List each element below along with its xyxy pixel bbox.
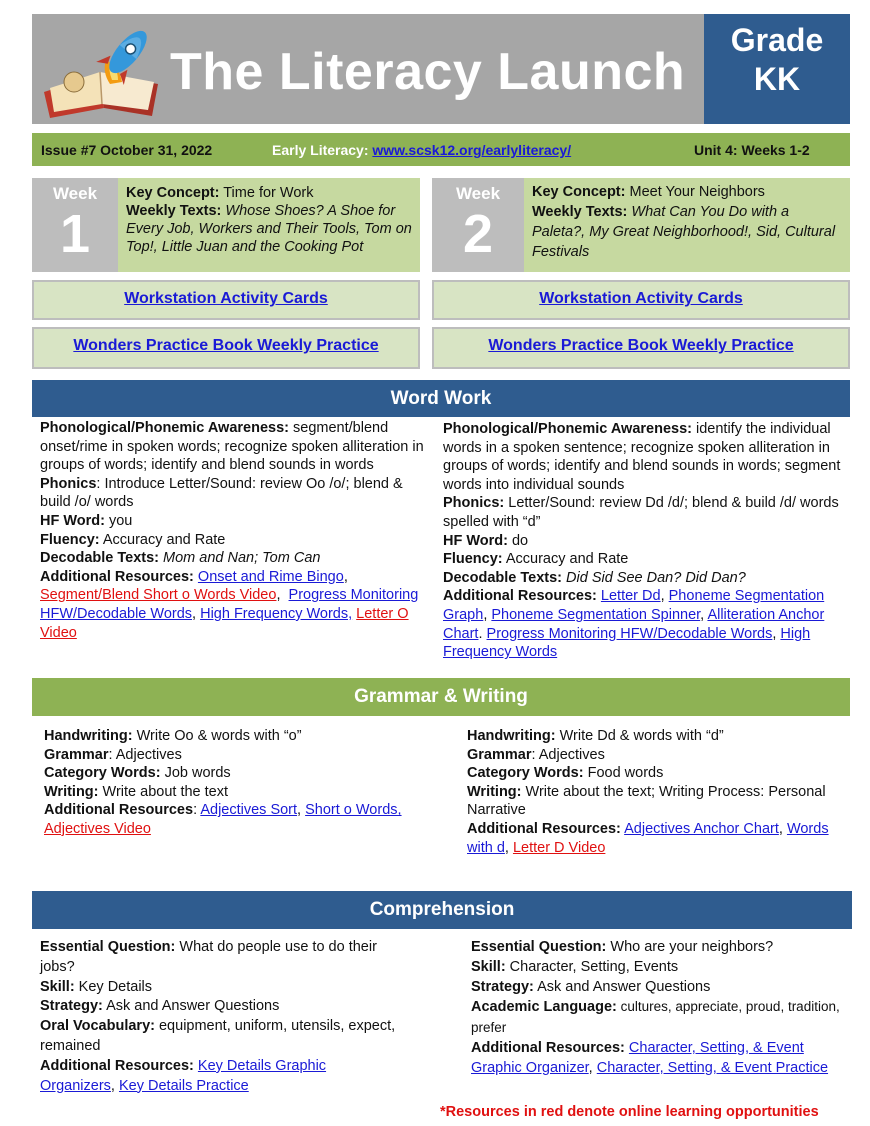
word-work-left: Phonological/Phonemic Awareness: segment/blend onset/rime in spoken words; recognize spoken alliteration in groups of words; identify and blend sounds in words Phonics: Introduce Letter/Sound: review Oo /o/; blend & build /o/ words HF Word: you Fluency: Accuracy and Rate Decodable Texts: Mom and Nan; Tom Can Additional Resources: Onset and Rime Bingo, Segment/Blend Short o Words Video, Progress Monitoring HFW/Decodable Words, High Frequency Words, Letter O Video	[40, 420, 424, 641]
grammar-text: : Adjectives	[108, 746, 182, 763]
word-work-heading: Word Work	[32, 380, 850, 417]
grammar-label: Grammar	[44, 746, 109, 763]
practice-book-box-2	[432, 327, 850, 369]
decodable-text: Mom and Nan; Tom Can	[159, 550, 321, 567]
resource-link[interactable]: High Frequency Words,	[200, 605, 353, 622]
resource-link[interactable]: Phoneme Segmentation Graph	[443, 588, 825, 623]
key-concept: Meet Your Neighbors	[625, 184, 765, 200]
workstation-cards-box-1	[32, 280, 420, 320]
phonics-text: Letter/Sound: review Dd /d/; blend & build /d/ words spelled with “d”	[443, 495, 839, 530]
workstation-cards-link[interactable]: Workstation Activity Cards	[539, 290, 743, 307]
key-concept-label: Key Concept:	[126, 185, 220, 201]
week-2-tab	[432, 178, 524, 272]
footnote: *Resources in red denote online learning opportunities	[440, 1104, 819, 1120]
decodable-text: Did Sid See Dan? Did Dan?	[562, 569, 746, 586]
practice-book-box-1	[32, 327, 420, 369]
writing-label: Writing:	[467, 783, 522, 800]
academic-language-label: Academic Language:	[471, 999, 617, 1016]
resource-link[interactable]: Short o Words,	[305, 802, 402, 819]
practice-book-link[interactable]: Wonders Practice Book Weekly Practice	[488, 337, 794, 354]
strategy-label: Strategy:	[40, 998, 103, 1015]
academic-language-text: cultures, appreciate, proud, tradition, prefer	[471, 999, 840, 1036]
category-label: Category Words:	[467, 765, 584, 782]
writing-text: Write about the text	[98, 783, 228, 800]
resource-link[interactable]: Letter O Video	[40, 605, 409, 641]
resource-link[interactable]: Character, Setting, & Event Graphic Organizer	[471, 1039, 804, 1076]
resource-link[interactable]: Adjectives Anchor Chart	[624, 820, 779, 837]
strategy-text: Ask and Answer Questions	[533, 978, 711, 995]
workstation-cards-link[interactable]: Workstation Activity Cards	[124, 290, 328, 307]
weekly-texts-label: Weekly Texts:	[532, 204, 628, 220]
unit-label: Unit 4: Weeks 1-2	[694, 142, 810, 158]
resource-link[interactable]: Adjectives Sort	[200, 802, 298, 819]
handwriting-label: Handwriting:	[467, 728, 556, 744]
resource-link[interactable]: Progress Monitoring HFW/Decodable Words	[486, 625, 773, 642]
hf-label: HF Word:	[443, 532, 508, 549]
week-1-info	[118, 178, 420, 272]
fluency-label: Fluency:	[443, 551, 503, 568]
decodable-label: Decodable Texts:	[40, 550, 159, 567]
eq-label: Essential Question:	[471, 939, 607, 955]
handwriting-text: Write Dd & words with “d”	[555, 728, 724, 744]
eq-text: Who are your neighbors?	[606, 939, 774, 955]
strategy-label: Strategy:	[471, 978, 534, 995]
phonics-text: : Introduce Letter/Sound: review Oo /o/; blend & build /o/ words	[40, 475, 403, 511]
weekly-texts: Whose Shoes? A Shoe for Every Job, Workers and Their Tools, Tom on Top!, Little Juan and the Cooking Pot	[126, 203, 412, 255]
phonics-label: Phonics:	[443, 495, 505, 512]
handwriting-label: Handwriting:	[44, 728, 133, 744]
week-1-number: 1	[59, 204, 91, 264]
comprehension-heading: Comprehension	[32, 891, 852, 929]
oral-vocab-label: Oral Vocabulary:	[40, 1018, 155, 1035]
fluency-label: Fluency:	[40, 531, 100, 548]
key-concept-label: Key Concept:	[532, 184, 626, 200]
grammar-writing-heading: Grammar & Writing	[32, 678, 850, 716]
grade-label: Grade	[730, 22, 824, 58]
category-label: Category Words:	[44, 765, 161, 782]
grade-box	[704, 14, 850, 124]
issue-bar	[32, 133, 850, 166]
resources-label: Additional Resources	[44, 802, 194, 819]
resource-link[interactable]: Character, Setting, & Event Practice	[596, 1059, 829, 1076]
rocket-book-icon	[40, 22, 168, 122]
pa-text: segment/blend onset/rime in spoken words; recognize spoken alliteration in groups of words; identify and blend sounds in words	[40, 420, 424, 474]
strategy-text: Ask and Answer Questions	[102, 998, 280, 1015]
week-2-number: 2	[462, 204, 494, 264]
week-1-tab	[32, 178, 118, 272]
skill-text: Key Details	[74, 978, 153, 995]
newsletter-title: The Literacy Launch	[170, 43, 686, 101]
pa-text: identify the individual words in a spoken sentence; recognize spoken alliteration in groups of words; identify and blend sounds in words; segment words into individual sounds	[443, 421, 841, 493]
resource-link[interactable]: Words with d	[467, 820, 829, 856]
resource-link[interactable]: Letter D Video	[512, 839, 606, 856]
key-concept: Time for Work	[219, 185, 314, 201]
week-2-info	[524, 178, 850, 272]
resource-link[interactable]: Segment/Blend Short o Words Video	[40, 587, 277, 604]
oral-vocab-text: equipment, uniform, utensils, expect, remained	[40, 1018, 396, 1054]
workstation-cards-box-2	[432, 280, 850, 320]
decodable-label: Decodable Texts:	[443, 569, 562, 586]
grammar-right: Handwriting: Write Dd & words with “d” Grammar: Adjectives Category Words: Food words Writing: Write about the text; Writing Process: Personal Narrative Additional Resources: Adjectives Anchor Chart, Words with d, Letter D Video	[467, 728, 829, 856]
resource-link[interactable]: Progress Monitoring HFW/Decodable Words	[40, 587, 419, 622]
writing-text: Write about the text; Writing Process: Personal Narrative	[467, 783, 826, 819]
week-1-label: Week	[52, 184, 98, 203]
resource-link[interactable]: Adjectives Video	[44, 820, 151, 837]
grade-value: KK	[753, 61, 801, 97]
grammar-text: : Adjectives	[531, 746, 605, 763]
week-2-label: Week	[455, 184, 501, 203]
phonics-label: Phonics	[40, 475, 97, 492]
category-text: Job words	[160, 765, 231, 782]
resource-link[interactable]: Key Details Practice	[118, 1077, 249, 1094]
pa-label: Phonological/Phonemic Awareness:	[443, 421, 692, 437]
category-text: Food words	[583, 765, 664, 782]
skill-label: Skill:	[40, 978, 75, 995]
issue-date: Issue #7 October 31, 2022	[41, 142, 213, 158]
early-literacy	[272, 142, 571, 158]
hf-text: do	[507, 532, 529, 549]
resources-label: Additional Resources:	[471, 1039, 625, 1056]
resource-link[interactable]: High Frequency Words	[443, 625, 811, 661]
grammar-left: Handwriting: Write Oo & words with “o” Grammar: Adjectives Category Words: Job words Writing: Write about the text Additional Resources: Adjectives Sort, Short o Words, Adjectives Video	[44, 728, 402, 837]
resource-link[interactable]: Alliteration Anchor Chart	[443, 606, 825, 642]
resources-label: Additional Resources:	[40, 568, 194, 585]
fluency-text: Accuracy and Rate	[99, 531, 226, 548]
hf-label: HF Word:	[40, 512, 105, 529]
resource-link[interactable]: Letter Dd	[600, 588, 661, 605]
comprehension-left: Essential Question: What do people use to do their jobs? Skill: Key Details Strategy: Ask and Answer Questions Oral Vocabulary: equipment, uniform, utensils, expect, remained Additional Resources: Key Details Graphic Organizers, Key Details Practice	[40, 939, 396, 1094]
resource-link[interactable]: Phoneme Segmentation Spinner	[491, 606, 701, 623]
early-literacy-link[interactable]: www.scsk12.org/earlyliteracy/	[372, 142, 572, 158]
grammar-label: Grammar	[467, 746, 532, 763]
fluency-text: Accuracy and Rate	[502, 551, 629, 568]
pa-label: Phonological/Phonemic Awareness:	[40, 420, 289, 436]
skill-label: Skill:	[471, 958, 506, 975]
resources-label: Additional Resources:	[467, 820, 621, 837]
resource-link[interactable]: Key Details Graphic Organizers	[40, 1057, 327, 1094]
eq-text: What do people use to do their jobs?	[40, 939, 377, 975]
practice-book-link[interactable]: Wonders Practice Book Weekly Practice	[73, 337, 379, 354]
eq-label: Essential Question:	[40, 939, 176, 955]
early-literacy-label: Early Literacy:	[272, 142, 373, 158]
writing-label: Writing:	[44, 783, 99, 800]
handwriting-text: Write Oo & words with “o”	[132, 728, 302, 744]
word-work-right: Phonological/Phonemic Awareness: identify the individual words in a spoken sentence; recognize spoken alliteration in groups of words; identify and blend sounds in words; segment words into individual sounds Phonics: Letter/Sound: review Dd /d/; blend & build /d/ words spelled with “d” HF Word: do Fluency: Accuracy and Rate Decodable Texts: Did Sid See Dan? Did Dan? Additional Resources: Letter Dd, Phoneme Segmentation Graph, Phoneme Segmentation Spinner, Alliteration Anchor Chart. Progress Monitoring HFW/Decodable Words, High Frequency Words	[443, 421, 841, 661]
resources-label: Additional Resources:	[443, 588, 597, 605]
skill-text: Character, Setting, Events	[505, 958, 679, 975]
weekly-texts-label: Weekly Texts:	[126, 203, 222, 219]
hf-text: you	[104, 512, 133, 529]
weekly-texts: What Can You Do with a Paleta?, My Great Neighborhood!, Sid, Cultural Festivals	[532, 204, 836, 260]
comprehension-right: Essential Question: Who are your neighbors? Skill: Character, Setting, Events Strategy: Ask and Answer Questions Academic Language: cultures, appreciate, proud, tradition, prefer Additional Resources: Character, Setting, & Event Graphic Organizer, Character, Setting, & Event Practice	[471, 939, 840, 1076]
resource-link[interactable]: Onset and Rime Bingo	[197, 568, 344, 585]
resources-label: Additional Resources:	[40, 1057, 194, 1074]
